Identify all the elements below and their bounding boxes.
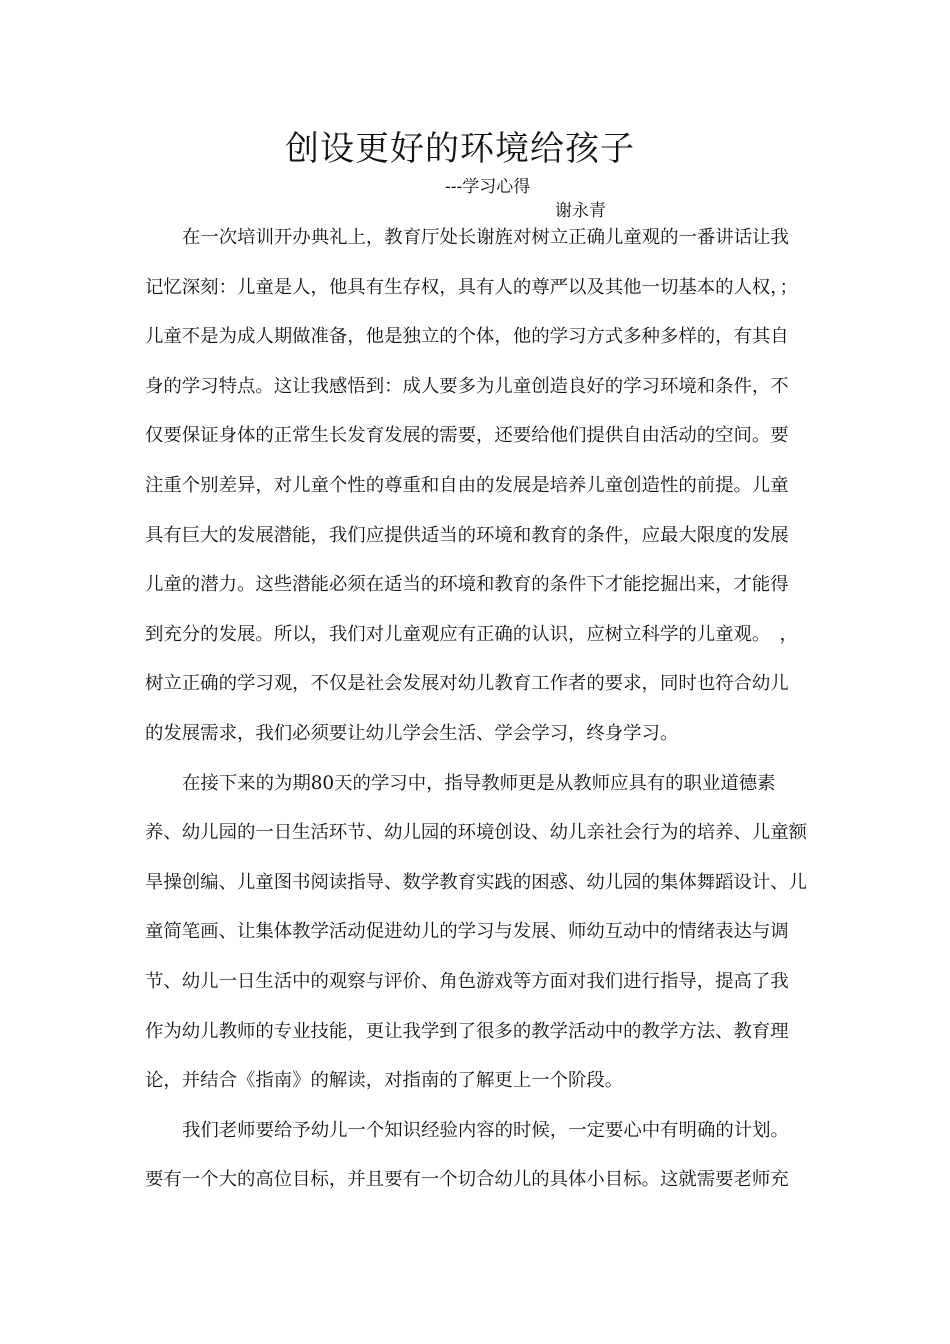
document-title: 创设更好的环境给孩子 [285, 129, 635, 169]
text-line: 作为幼儿教师的专业技能，更让我学到了很多的教学活动中的教学方法、教育理 [145, 1020, 789, 1042]
text-line: 树立正确的学习观，不仅是社会发展对幼儿教育工作者的要求，同时也符合幼儿 [145, 673, 789, 695]
text-line: 童简笔画、让集体教学活动促进幼儿的学习与发展、师幼互动中的情绪表达与调 [145, 921, 789, 943]
text-line: 我们老师要给予幼儿一个知识经验内容的时候，一定要心中有明确的计划。 [182, 1119, 789, 1141]
text-line: 养、幼儿园的一日生活环节、幼儿园的环境创设、幼儿亲社会行为的培养、儿童额 [145, 822, 808, 844]
document-author: 谢永青 [555, 201, 606, 221]
text-line: 仅要保证身体的正常生长发育发展的需要，还要给他们提供自由活动的空间。要 [145, 425, 789, 447]
text-line: 到充分的发展。所以，我们对儿童观应有正确的认识，应树立科学的儿童观。 ， [145, 623, 798, 645]
text-line: 在接下来的为期80天的学习中，指导教师更是从教师应具有的职业道德素 [182, 772, 776, 794]
text-line: 要有一个大的高位目标，并且要有一个切合幼儿的具体小目标。这就需要老师充 [145, 1169, 789, 1191]
paragraph-1 [145, 222, 809, 768]
text-line: 节、幼儿一日生活中的观察与评价、角色游戏等方面对我们进行指导，提高了我 [145, 970, 789, 992]
text-line: 具有巨大的发展潜能，我们应提供适当的环境和教育的条件，应最大限度的发展 [145, 524, 789, 546]
text-line: 在一次培训开办典礼上，教育厅处长谢旌对树立正确儿童观的一番讲话让我 [182, 227, 789, 248]
text-line: 的发展需求，我们必须要让幼儿学会生活、学会学习，终身学习。 [145, 722, 679, 744]
text-line: 儿童的潜力。这些潜能必须在适当的环境和教育的条件下才能挖掘出来，才能得 [145, 574, 789, 596]
document-subtitle: ---学习心得 [445, 177, 531, 197]
text-line: 记忆深刻：儿童是人，他具有生存权，具有人的尊严以及其他一切基本的人权，； [145, 276, 798, 298]
paragraph-3 [145, 1115, 809, 1214]
text-line: 旱操创编、儿童图书阅读指导、数学教育实践的困惑、幼儿园的集体舞蹈设计、儿 [145, 871, 808, 893]
text-line: 儿童不是为成人期做准备，他是独立的个体，他的学习方式多种多样的，有其自 [145, 326, 789, 348]
text-line: 注重个别差异，对儿童个性的尊重和自由的发展是培养儿童创造性的前提。儿童 [145, 474, 789, 496]
document-body [145, 222, 809, 1214]
paragraph-2 [145, 768, 809, 1115]
text-line: 身的学习特点。这让我感悟到：成人要多为儿童创造良好的学习环境和条件，不 [145, 375, 789, 397]
text-line: 论，并结合《指南》的解读，对指南的了解更上一个阶段。 [145, 1070, 624, 1092]
